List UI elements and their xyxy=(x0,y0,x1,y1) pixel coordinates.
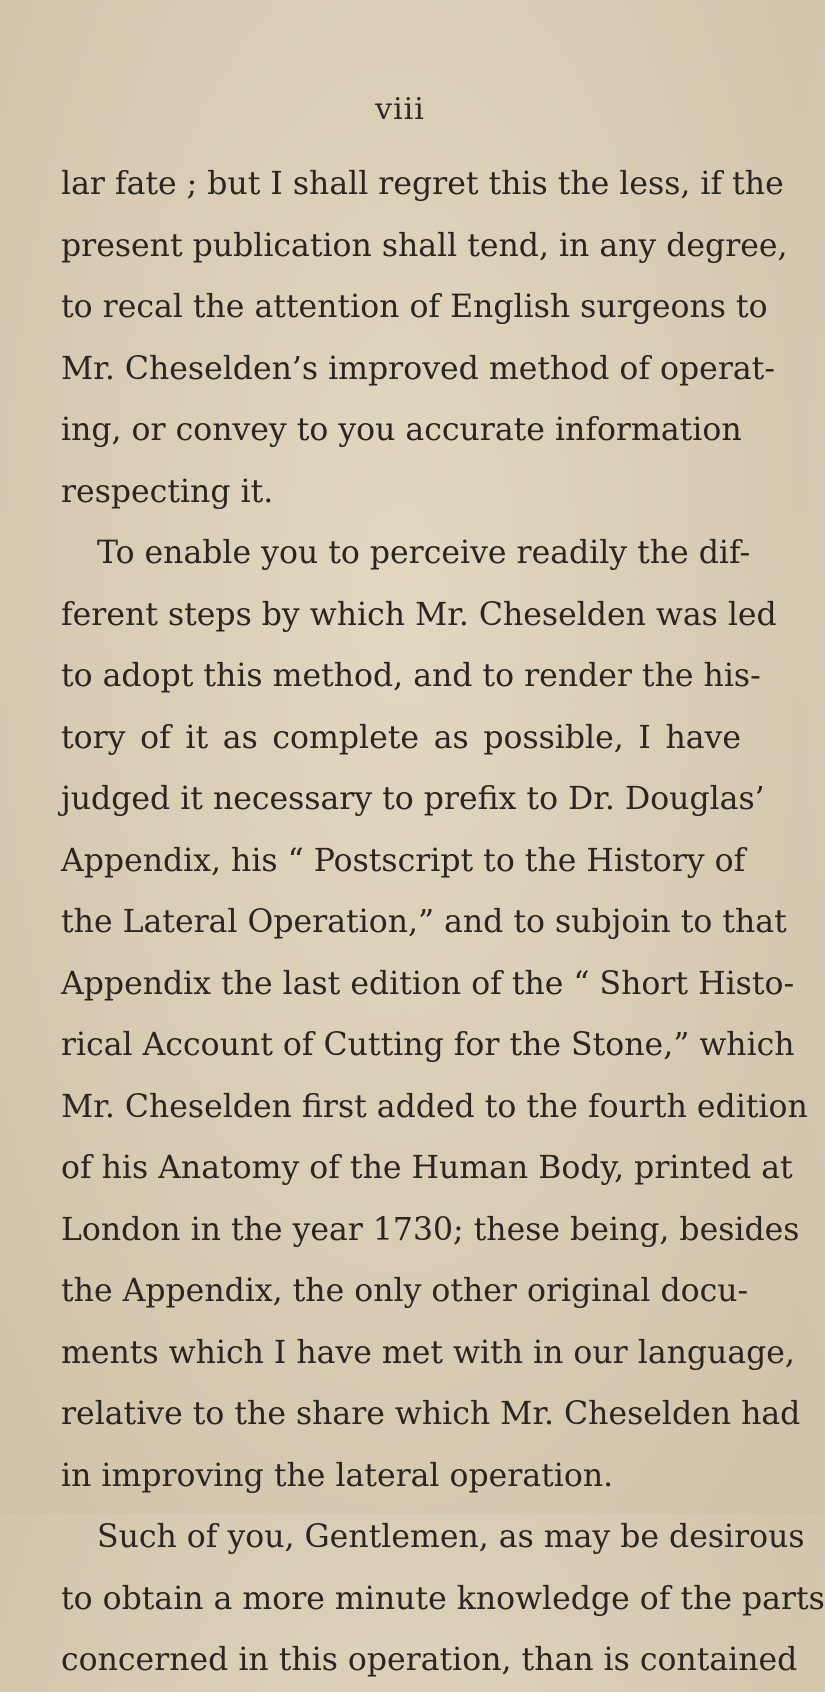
text-line: London in the year 1730; these being, besides xyxy=(61,1211,800,1248)
text-line: rical Account of Cutting for the Stone,” which xyxy=(61,1027,795,1063)
text-line: tory of it as complete as possible, I have xyxy=(61,719,741,756)
text-line: Appendix, his “ Postscript to the History of xyxy=(61,842,746,879)
text-line: the Appendix, the only other original docu- xyxy=(61,1273,749,1309)
text-line: ments which I have met with in our language, xyxy=(61,1334,795,1371)
text-line: to obtain a more minute knowledge of the parts xyxy=(61,1580,825,1617)
text-line: ferent steps by which Mr. Cheselden was led xyxy=(61,596,777,633)
text-line: Mr. Cheselden first added to the fourth edition xyxy=(61,1088,808,1125)
text-line: Mr. Cheselden’s improved method of operat- xyxy=(61,350,775,387)
text-line: in improving the lateral operation. xyxy=(61,1457,614,1494)
text-line: relative to the share which Mr. Cheselden had xyxy=(61,1396,801,1432)
text-line: of his Anatomy of the Human Body, printed at xyxy=(61,1150,793,1186)
text-line: Appendix the last edition of the “ Short Histo- xyxy=(61,965,795,1002)
text-line: to recal the attention of English surgeons to xyxy=(61,289,768,325)
text-line: ing, or convey to you accurate information xyxy=(61,412,742,448)
text-line: respecting it. xyxy=(61,473,274,510)
text-line: present publication shall tend, in any degree, xyxy=(61,227,788,264)
text-line: the Lateral Operation,” and to subjoin to that xyxy=(61,904,787,940)
paragraph-start-line: To enable you to perceive readily the dif- xyxy=(97,535,751,571)
text-line: judged it necessary to prefix to Dr. Douglas’ xyxy=(61,781,765,817)
paragraph-start-line: Such of you, Gentlemen, as may be desirous xyxy=(97,1519,805,1555)
page-number: viii xyxy=(375,92,425,127)
text-line: lar fate ; but I shall regret this the less, if the xyxy=(61,166,784,202)
text-line: to adopt this method, and to render the his- xyxy=(61,658,761,694)
body-text xyxy=(61,154,825,1692)
text-line: concerned in this operation, than is contained xyxy=(61,1642,798,1678)
